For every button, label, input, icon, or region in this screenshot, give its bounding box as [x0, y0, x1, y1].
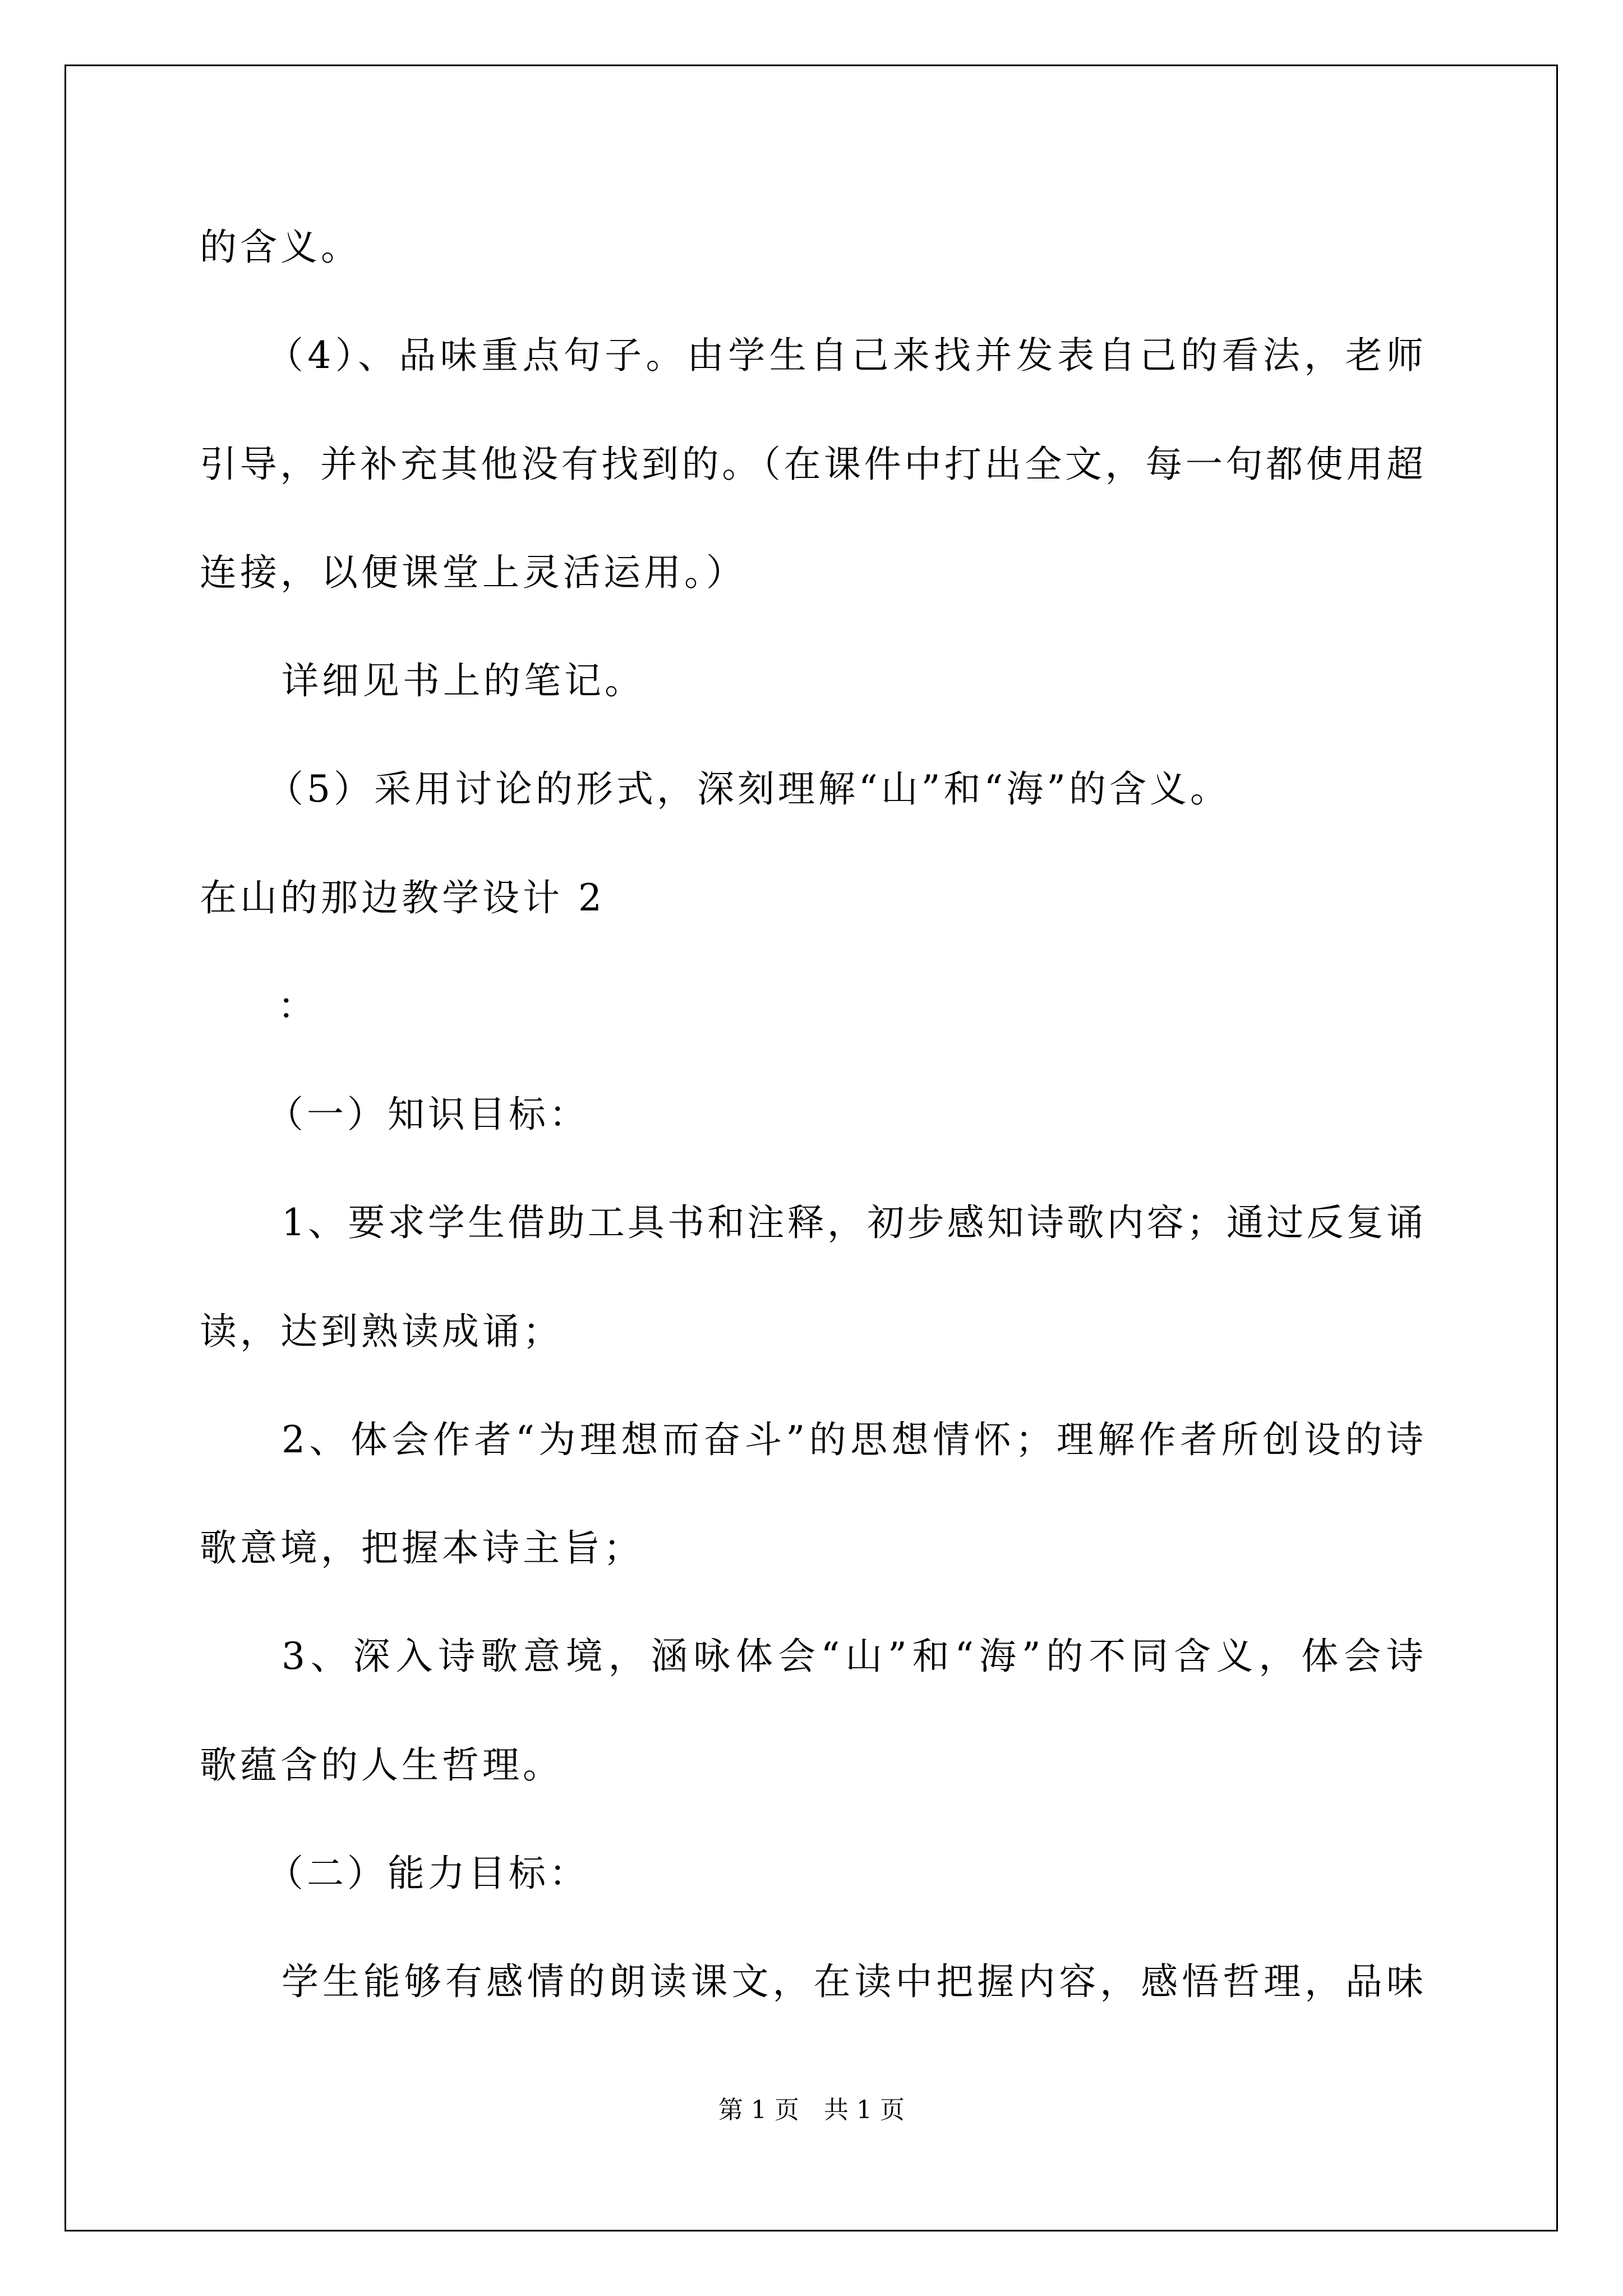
paragraph-line: 详细见书上的笔记。 [282, 659, 645, 702]
paragraph-line: 学生能够有感情的朗读课文，在读中把握内容，感悟哲理，品味 [282, 1960, 1423, 2003]
paragraph-line: 1、要求学生借助工具书和注释，初步感知诗歌内容；通过反复诵 [282, 1201, 1423, 1244]
paragraph-line: 引导，并补充其他没有找到的。（在课件中打出全文，每一句都使用超 [200, 443, 1423, 486]
paragraph-line: （5）采用讨论的形式，深刻理解“山”和“海”的含义。 [266, 767, 1230, 811]
paragraph-line: 的含义。 [200, 226, 361, 269]
page-border [64, 65, 1558, 2231]
paragraph-line: 2、体会作者“为理想而奋斗”的思想情怀；理解作者所创设的诗 [282, 1418, 1423, 1461]
paragraph-line: 歌蕴含的人生哲理。 [200, 1743, 563, 1787]
section-heading: 在山的那边教学设计 2 [200, 876, 605, 919]
paragraph-line: （4）、品味重点句子。由学生自己来找并发表自己的看法，老师 [266, 334, 1423, 377]
paragraph-line: （二）能力目标： [266, 1852, 589, 1895]
paragraph-line: 读，达到熟读成诵； [200, 1310, 563, 1353]
page-footer: 第 1 页 共 1 页 [718, 2096, 905, 2124]
paragraph-line: 连接，以便课堂上灵活运用。） [200, 551, 746, 594]
paragraph-line: （一）知识目标： [266, 1093, 589, 1136]
paragraph-line: ： [278, 984, 318, 1028]
paragraph-line: 3、深入诗歌意境，涵咏体会“山”和“海”的不同含义，体会诗 [282, 1635, 1423, 1678]
paragraph-line: 歌意境，把握本诗主旨； [200, 1526, 644, 1570]
